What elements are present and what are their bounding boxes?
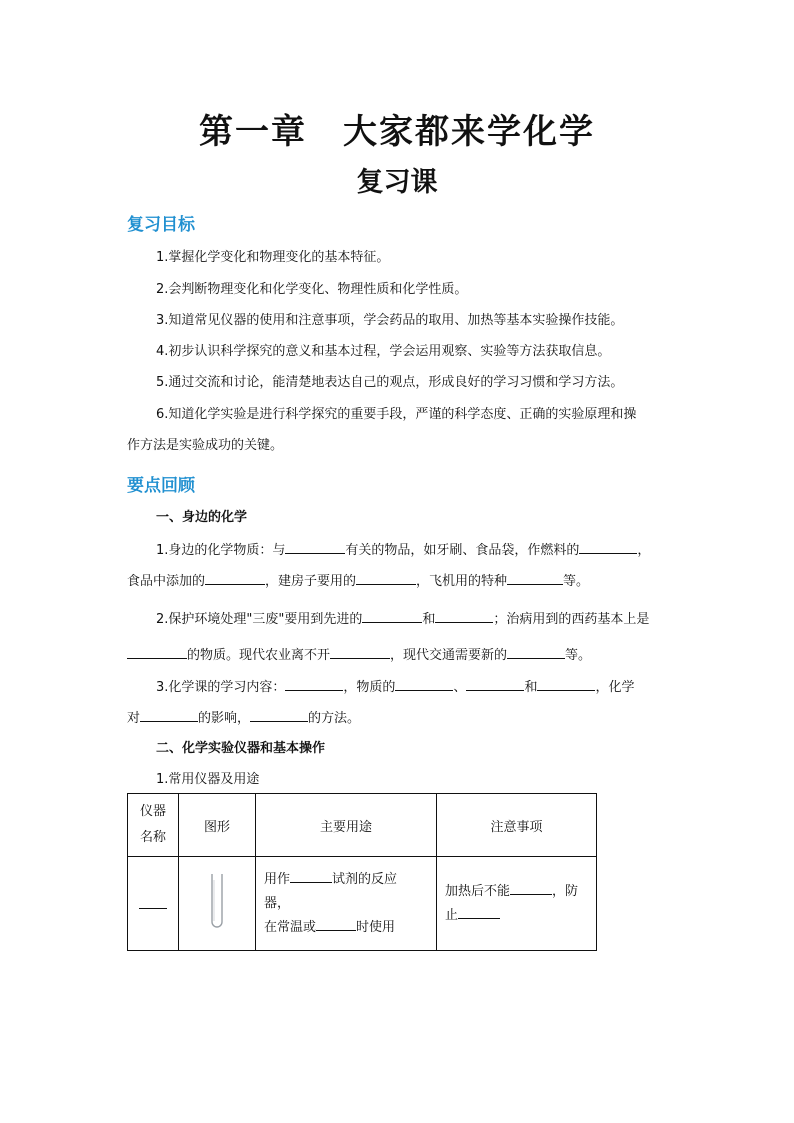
- answer-blank[interactable]: [139, 895, 167, 909]
- instrument-notes-cell: 加热后不能 ，防 止: [437, 857, 597, 951]
- subsection-heading: 一、身边的化学: [156, 510, 248, 525]
- goal-item: 2.会判断物理变化和化学变化、物理性质和化学性质。: [156, 282, 468, 297]
- page-subtitle: 复习课: [356, 167, 438, 198]
- instrument-usage-cell: 用作 试剂的反应 器， 在常温或 时使用: [256, 857, 437, 951]
- chapter-name: 大家都来学化学: [343, 112, 595, 152]
- answer-blank[interactable]: [537, 677, 595, 691]
- answer-blank[interactable]: [466, 677, 524, 691]
- answer-blank[interactable]: [356, 571, 416, 585]
- answer-blank[interactable]: [250, 708, 308, 722]
- table-header-row: [128, 794, 597, 857]
- subsection-item: 1.常用仪器及用途: [156, 772, 260, 787]
- fill-paragraph-2-line1: 2.保护环境处理"三废"要用到先进的 和 ；治病用到的西药基本上是: [127, 609, 701, 630]
- goal-item: 4.初步认识科学探究的意义和基本过程，学会运用观察、实验等方法获取信息。: [156, 344, 611, 359]
- header-name: 仪器 名称: [128, 794, 179, 857]
- answer-blank[interactable]: [316, 917, 356, 931]
- goal-item: 3.知道常见仪器的使用和注意事项，学会药品的取用、加热等基本实验操作技能。: [156, 313, 624, 328]
- answer-blank[interactable]: [127, 645, 187, 659]
- fill-paragraph-1-line1: 1.身边的化学物质：与 有关的物品，如牙刷、食品袋，作燃料的 ，: [127, 540, 701, 561]
- fill-paragraph-3-line2: 对 的影响， 的方法。: [127, 708, 672, 729]
- test-tube-icon: [207, 872, 227, 932]
- answer-blank[interactable]: [330, 645, 390, 659]
- instrument-name-cell: [128, 857, 179, 951]
- fill-paragraph-3-line1: 3.化学课的学习内容： ，物质的 、 和 ，化学: [127, 677, 701, 698]
- subsection-heading: 二、化学实验仪器和基本操作: [156, 741, 326, 756]
- header-usage: 主要用途: [256, 794, 437, 857]
- answer-blank[interactable]: [285, 677, 343, 691]
- answer-blank[interactable]: [435, 609, 493, 623]
- fill-paragraph-1-line2: 食品中添加的 ，建房子要用的 ，飞机用的特种 等。: [127, 571, 672, 592]
- answer-blank[interactable]: [285, 540, 345, 554]
- answer-blank[interactable]: [290, 869, 332, 883]
- header-shape: 图形: [179, 794, 256, 857]
- page-title: [0, 104, 794, 153]
- answer-blank[interactable]: [507, 571, 563, 585]
- answer-blank[interactable]: [507, 645, 565, 659]
- table-row: [128, 857, 597, 951]
- answer-blank[interactable]: [458, 905, 500, 919]
- header-notes: 注意事项: [437, 794, 597, 857]
- answer-blank[interactable]: [510, 881, 552, 895]
- goal-item: 5.通过交流和讨论，能清楚地表达自己的观点，形成良好的学习习惯和学习方法。: [156, 375, 624, 390]
- goal-item: 6.知道化学实验是进行科学探究的重要手段，严谨的科学态度、正确的实验原理和操: [156, 407, 637, 422]
- section-heading-review: 要点回顾: [127, 476, 195, 496]
- answer-blank[interactable]: [579, 540, 637, 554]
- answer-blank[interactable]: [140, 708, 198, 722]
- answer-blank[interactable]: [362, 609, 422, 623]
- goal-item: 1.掌握化学变化和物理变化的基本特征。: [156, 250, 390, 265]
- goal-item-continuation: 作方法是实验成功的关键。: [127, 438, 284, 453]
- instrument-shape-cell: [179, 857, 256, 951]
- section-heading-goals: 复习目标: [127, 215, 195, 235]
- chapter-label: 第一章: [199, 112, 307, 152]
- answer-blank[interactable]: [395, 677, 453, 691]
- answer-blank[interactable]: [205, 571, 265, 585]
- fill-paragraph-2-line2: 的物质。现代农业离不开 ，现代交通需要新的 等。: [127, 645, 672, 666]
- instrument-table: [127, 793, 597, 951]
